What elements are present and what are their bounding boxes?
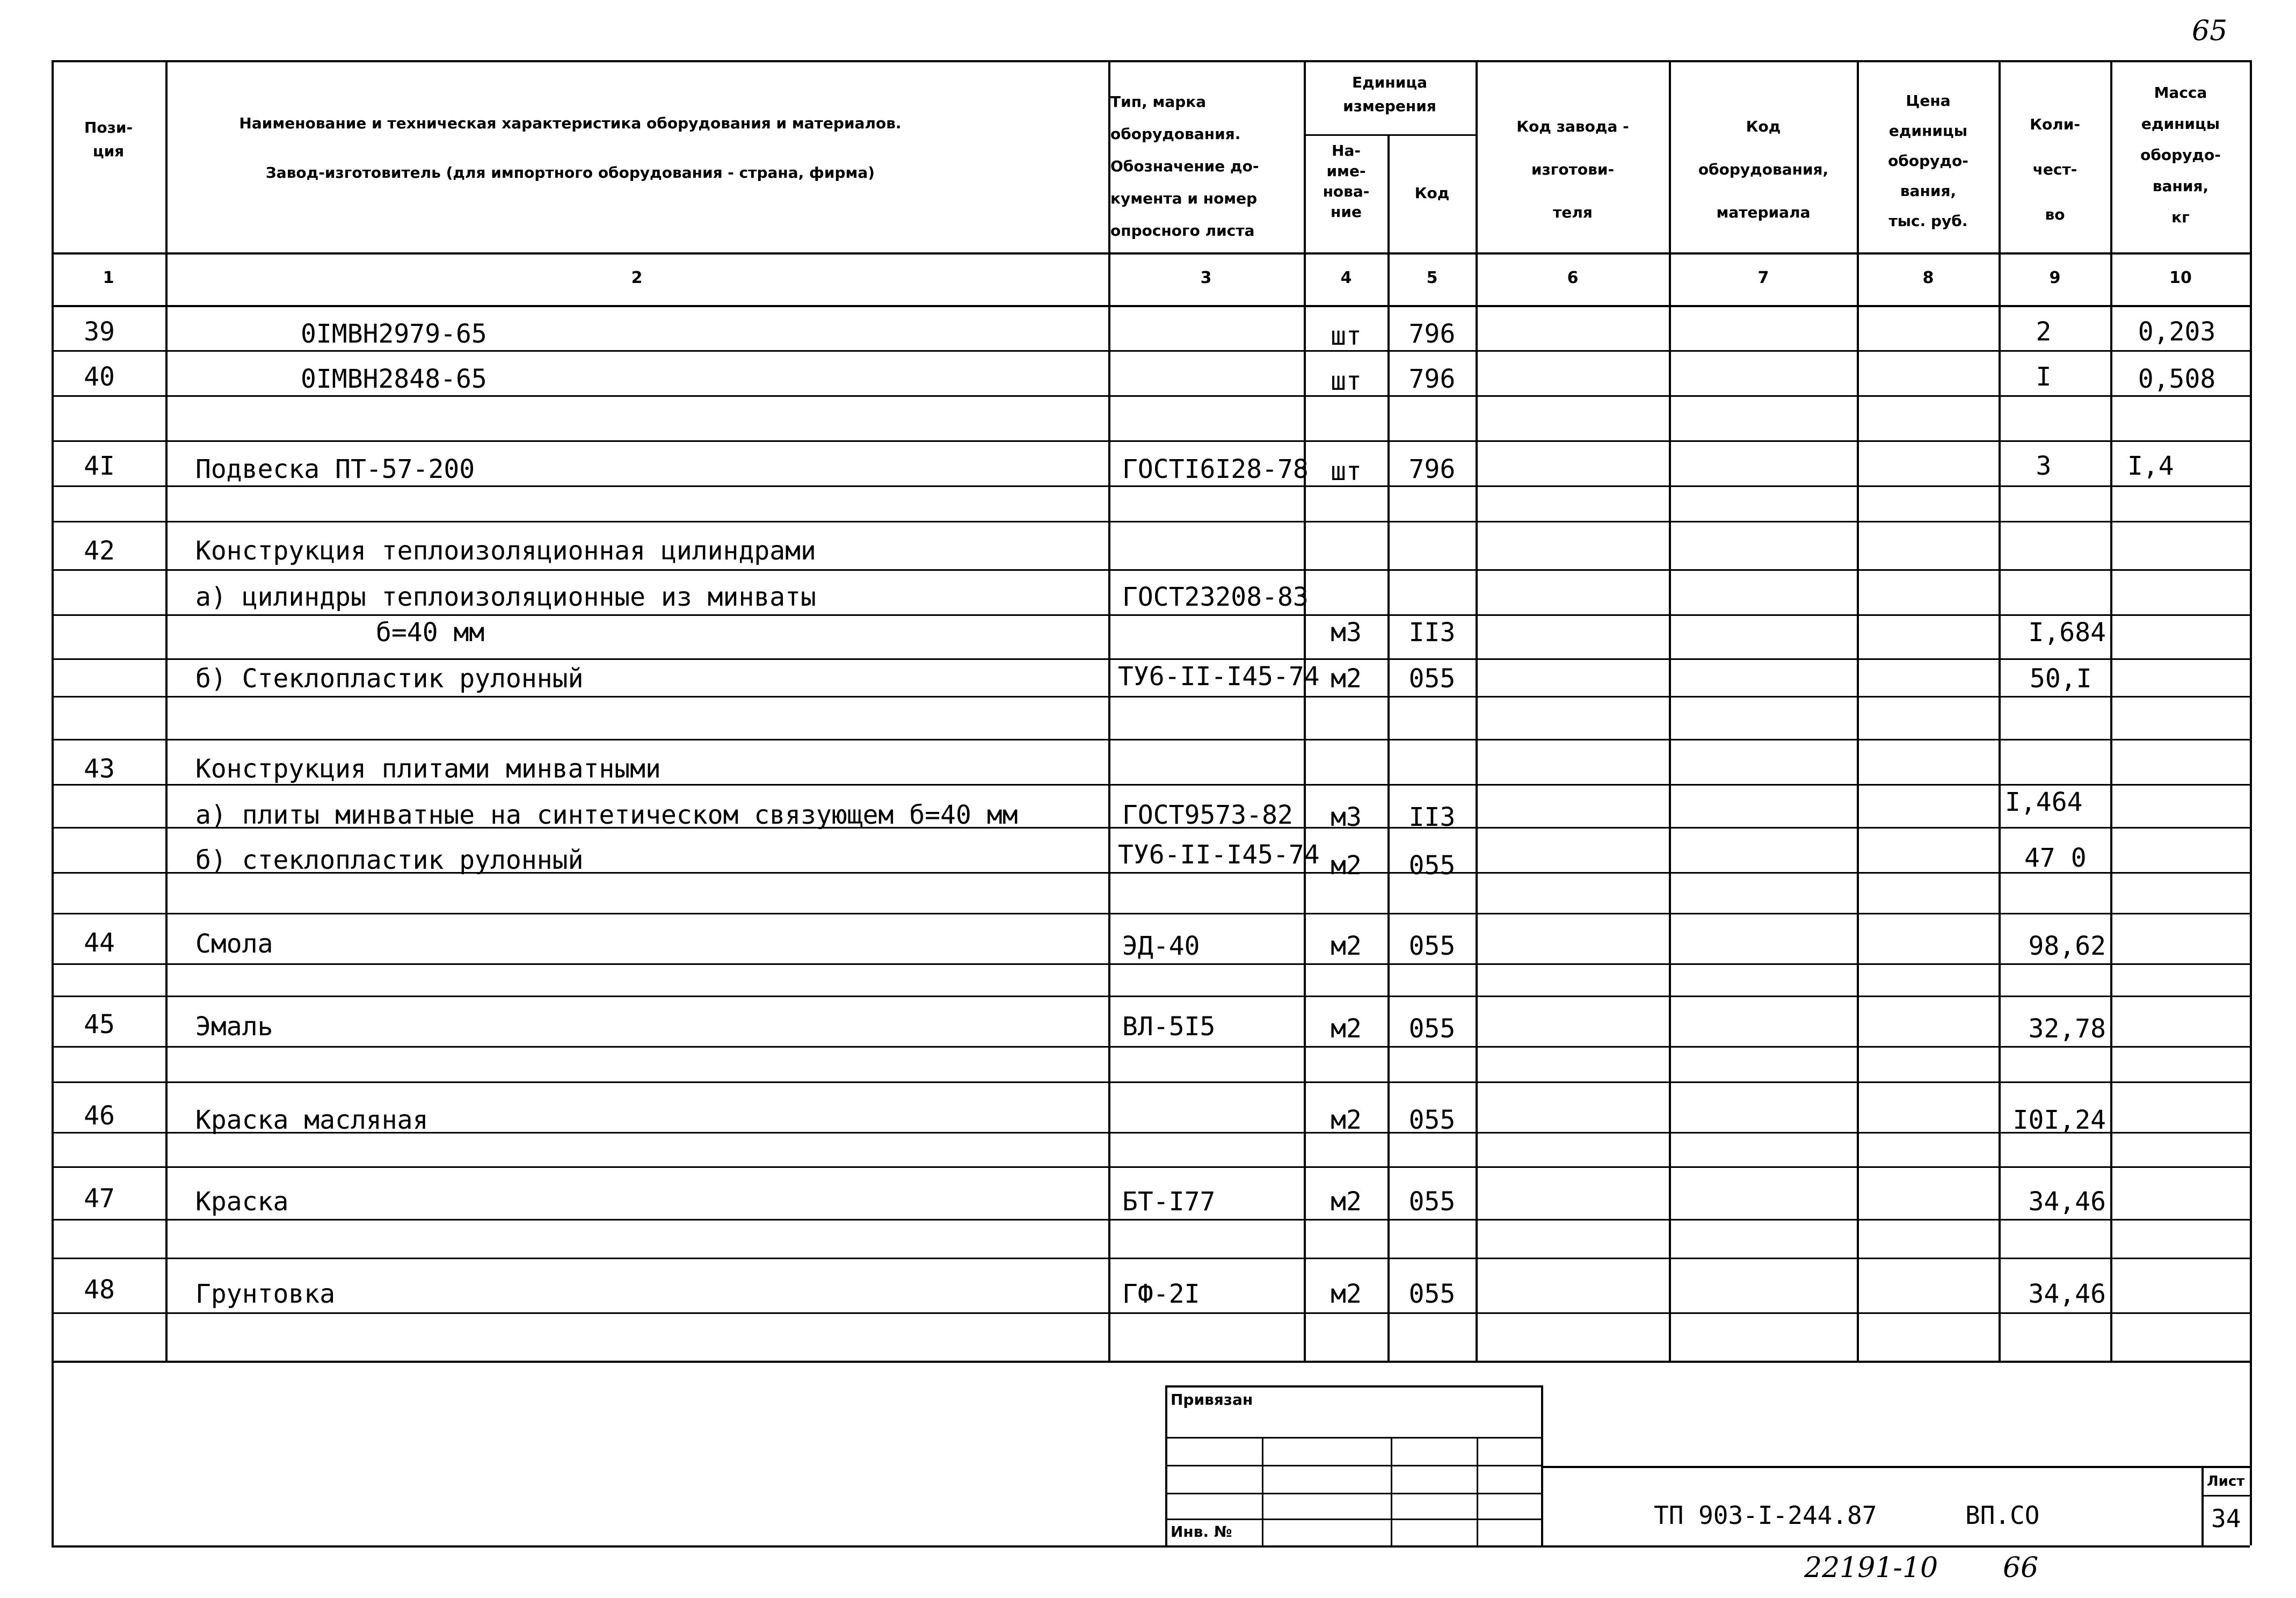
inventory-number-label: Инв. № <box>1171 1523 1232 1541</box>
column-number: 9 <box>2049 268 2061 287</box>
row-code: 055 <box>1408 931 1456 961</box>
row-code: 796 <box>1408 454 1456 484</box>
row-code: 055 <box>1408 1014 1456 1044</box>
row-position: 42 <box>84 536 115 566</box>
row-unit: м3 <box>1331 802 1362 832</box>
row-document: ВЛ-5I5 <box>1122 1012 1216 1042</box>
row-position: 39 <box>84 317 115 347</box>
row-name: б) стеклопластик рулонный <box>195 845 584 875</box>
row-unit: шт <box>1331 366 1362 396</box>
row-code: 055 <box>1408 664 1456 694</box>
row-position: 40 <box>84 362 115 392</box>
row-quantity: 32,78 <box>2028 1014 2106 1044</box>
row-document: ТУ6-II-I45-74 <box>1118 662 1320 692</box>
column-number: 4 <box>1340 268 1352 287</box>
row-unit: м2 <box>1331 1105 1362 1135</box>
header-quantity: Коли- чест- во <box>2030 115 2080 223</box>
row-document: ГОСТ9573-82 <box>1122 800 1293 830</box>
row-document: ГОСТ23208-83 <box>1122 582 1309 612</box>
bottom-archive-code: 22191-10 <box>1804 1552 1938 1584</box>
row-quantity: 50,I <box>2030 664 2092 694</box>
header-type: Тип, марка оборудования. Обозначение до- кумента и номер опросного листа <box>1110 93 1259 239</box>
row-unit: м2 <box>1331 1279 1362 1309</box>
row-code: 055 <box>1408 851 1456 881</box>
row-position: 45 <box>84 1009 115 1040</box>
row-document: БТ-I77 <box>1122 1187 1216 1217</box>
row-quantity: 34,46 <box>2028 1279 2106 1309</box>
header-unit-group: Единица измерения <box>1343 74 1436 115</box>
column-number: 1 <box>103 268 114 287</box>
tied-label: Привязан <box>1171 1391 1253 1408</box>
row-name: Конструкция плитами минватными <box>195 754 661 784</box>
header-unit-name: На- име- нова- ние <box>1323 142 1370 221</box>
row-document: ТУ6-II-I45-74 <box>1118 840 1320 870</box>
row-code: 055 <box>1408 1187 1456 1217</box>
row-document: ГФ-2I <box>1122 1279 1200 1309</box>
header-factory-code: Код завода - изготови- теля <box>1516 118 1629 221</box>
document-code: ТП 903-I-244.87 <box>1654 1501 1877 1530</box>
header-equipment-code: Код оборудования, материала <box>1698 118 1829 221</box>
row-quantity: I <box>2036 362 2052 392</box>
row-unit: м2 <box>1331 1014 1362 1044</box>
row-name: 0IMBH2848-65 <box>301 364 487 394</box>
row-code: 055 <box>1408 1279 1456 1309</box>
column-number: 6 <box>1567 268 1579 287</box>
row-name: а) цилиндры теплоизоляционные из минваты <box>195 582 816 612</box>
row-code: 796 <box>1408 319 1456 349</box>
row-quantity: 47 0 <box>2024 843 2087 873</box>
row-unit: м3 <box>1331 618 1362 648</box>
row-name: Подвеска ПТ-57-200 <box>195 454 475 484</box>
column-number: 7 <box>1757 268 1769 287</box>
row-mass: 0,203 <box>2138 317 2216 347</box>
row-name: 0IMBH2979-65 <box>301 319 487 349</box>
document-suffix: ВП.СО <box>1965 1501 2040 1530</box>
row-document: ЭД-40 <box>1122 931 1200 961</box>
row-code: 796 <box>1408 364 1456 394</box>
header-name-line1: Наименование и техническая характеристика оборудования и материалов. <box>239 114 902 132</box>
row-name: Краска масляная <box>195 1105 428 1135</box>
row-quantity: I,464 <box>2005 787 2083 817</box>
row-name: Эмаль <box>195 1012 273 1042</box>
row-position: 44 <box>84 928 115 958</box>
column-number: 2 <box>631 268 643 287</box>
sheet-top-number: 65 <box>2192 15 2228 47</box>
row-position: 47 <box>84 1183 115 1214</box>
row-unit: шт <box>1331 456 1362 486</box>
row-name: Смола <box>195 929 273 959</box>
header-price: Цена единицы оборудо- вания, тыс. руб. <box>1888 92 1968 230</box>
row-name: а) плиты минватные на синтетическом связующем б=40 мм <box>195 800 1018 830</box>
row-name: Грунтовка <box>195 1279 336 1309</box>
column-number: 10 <box>2169 268 2192 287</box>
row-quantity: I0I,24 <box>2012 1105 2106 1135</box>
row-quantity: 98,62 <box>2028 931 2106 961</box>
header-name-line2: Завод-изготовитель (для импортного оборудования - страна, фирма) <box>265 164 875 181</box>
row-mass: I,4 <box>2127 451 2174 481</box>
row-code: II3 <box>1408 802 1456 832</box>
column-number: 3 <box>1200 268 1212 287</box>
header-position: Пози- ция <box>84 119 133 160</box>
row-unit: м2 <box>1331 931 1362 961</box>
row-name: б) Стеклопластик рулонный <box>195 664 584 694</box>
row-name: Конструкция теплоизоляционная цилиндрами <box>195 536 816 566</box>
row-mass: 0,508 <box>2138 364 2216 394</box>
row-document: ГОСТI6I28-78 <box>1122 454 1309 484</box>
row-unit: м2 <box>1331 851 1362 881</box>
row-quantity: 3 <box>2036 451 2052 481</box>
row-position: 46 <box>84 1101 115 1131</box>
bottom-page-number: 66 <box>2003 1552 2039 1584</box>
row-unit: шт <box>1331 321 1362 351</box>
header-unit-code: Код <box>1414 184 1450 202</box>
row-quantity: I,684 <box>2028 618 2106 648</box>
row-position: 48 <box>84 1275 115 1305</box>
header-mass: Масса единицы оборудо- вания, кг <box>2140 84 2221 226</box>
row-unit: м2 <box>1331 664 1362 694</box>
row-quantity: 34,46 <box>2028 1187 2106 1217</box>
row-position: 4I <box>84 451 115 481</box>
row-code: 055 <box>1408 1105 1456 1135</box>
column-number: 5 <box>1426 268 1438 287</box>
sheet-number: 34 <box>2211 1504 2241 1533</box>
sheet-label: Лист <box>2207 1473 2245 1490</box>
row-code: II3 <box>1408 618 1456 648</box>
row-unit: м2 <box>1331 1187 1362 1217</box>
row-name: Краска <box>195 1187 289 1217</box>
row-name: б=40 мм <box>376 618 485 648</box>
row-quantity: 2 <box>2036 317 2052 347</box>
column-number: 8 <box>1922 268 1934 287</box>
row-position: 43 <box>84 754 115 784</box>
